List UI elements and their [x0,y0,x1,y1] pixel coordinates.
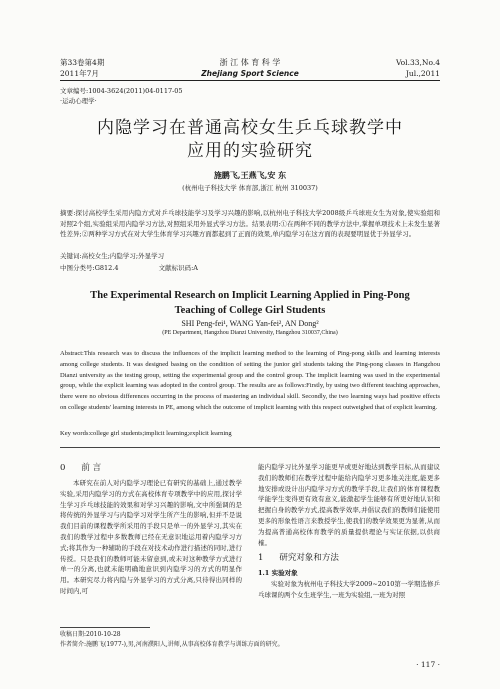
body-column-right [258,462,440,601]
abstract-en: Abstract:This research was to discuss the influences of the implicit learning method to the learning of Ping-pong skills and learning interests among college students. It was designed basing on the condition of setting the junior girl students taking the Ping-pong classes in Hangzhou Dianzi university as the testing group, setting the experimental group and the control group. The implicit learning was used in the experimental group, while the explicit learning was adopted in the control group. The results are as follows:Firstly, by using two different teaching approaches, there were no obvious differences occurring in the process of mastering an individual skill. Secondly, the two learning ways had positive effects on college students' learning interests in PE, among which the outcome of implicit learning with this respect outweighed that of explicit learning. [60,350,440,411]
section-rule [60,447,440,448]
section-heading-intro [60,462,242,474]
keywords-en: Key words:college girl students;implicit learning;explicit learning [60,430,232,437]
journal-name-en: Zhejiang Sport Science [201,69,299,78]
date-en: Jul.,2011 [405,69,440,78]
journal-issue-en [396,57,440,79]
classification [60,263,440,273]
journal-name-cn: 浙 江 体 育 科 学 [219,58,281,67]
paragraph: 本研究在前人对内隐学习理论已有研究的基础上,通过教学实验,采用内隐学习的方式在高校体育专项教学中的应用,探讨学生学习乒乓球技能的效果和对学习兴趣的影响,文中所强调的是将传统的外显学习与内隐学习对学生所产生的影响,但并不是说我们目前的课程教学所采用的手段只是单一的外显学习,其实在我们的教学过程中多数教师已经在无意识地运用着内隐学习方式;将其作为一种辅助的手段在对技术动作进行描述的同时,进行传授。只是我们的教师可能未留意到,或未对这种教学方式进行单一的分离,也就未能明确地意识到内隐学习的方式的明显作用。本研究尽力将内隐与外显学习的方式分离,只待得出同样的时间内,可 [60,479,242,595]
keywords-cn: 关键词:高校女生;内隐学习;外显学习 [60,252,165,260]
section-title: 研究对象和方法 [279,553,339,564]
header-rule [60,80,440,81]
body-column-left [60,462,242,597]
affiliation-en: (PE Department, Hangzhou Dianzi University, Hangzhou 310037,China) [162,330,338,336]
document-code: 文献标识码:A [158,264,198,272]
abstract-cn: 摘要:探讨高校学生采用内隐方式对乒乓球技能学习及学习兴趣的影响,以杭州电子科技大学2008级乒乓球班女生为对象,使实验组和对照2个组,实验组采用内隐学习方法,对照组采用外显式学习方法。结果表明:①在两种不同的教学方法中,掌握单项技术上未发生显著性差异;②两种学习方式在对大学生体育学习兴趣方面都起到了正面的效果,单内隐学习在这方面的表现要明显优于外显学习。 [60,209,440,238]
section-title: 前 言 [81,463,102,473]
title-cn [0,117,500,163]
paragraph: 能内隐学习比外显学习能更早或更好地达到教学目标,从而建议我们的教师们在教学过程中能给内隐学习更多地关注度,能更多地安排或设计出内隐学习方式的教学手段,让我们的体育课程教学能学生变得更有效有意义,能激起学生能够有所更好地认识和把握自身的教学方式,提高教学效率,并倡议我们的教师们能使用更多的形象性语言来教授学生,使我们的教学效果更为显著,从而为提高普通高校体育教学的质量提供理论与实证依据,以供商榷。 [258,463,440,547]
section-label: ·运动心理学· [60,97,97,105]
section-heading-methods [258,552,440,564]
title-cn-line2: 应用的实验研究 [187,141,313,161]
authors-en: SHI Peng-fei¹, WANG Yan-fei², AN Dong² [181,319,319,328]
title-en-line2: Teaching of College Girl Students [174,305,326,316]
authors-cn: 施鹏飞,王燕飞,安 东 [213,170,287,180]
section-number: 1 [258,553,264,564]
paragraph: 实验对象为杭州电子科技大学2009~2010第一学期选修乒乓球课的两个女生班学生,一班为实验组,一班为对照 [258,580,440,599]
section-number: 0 [60,463,66,473]
received-date: 收稿日期:2010-10-28 [60,631,121,638]
subsection-heading: 1.1 实验对象 [258,569,298,578]
title-cn-line1: 内隐学习在普通高校女生乒乓球教学中 [97,118,403,138]
footnote-rule [60,627,150,628]
clc-number: 中图分类号:G812.4 [60,264,119,272]
affiliation-cn: (杭州电子科技大学 体育部,浙江 杭州 310037) [182,184,318,192]
volume-issue-cn: 第33卷第4期 [60,58,105,67]
title-en [0,288,500,318]
author-bio: 作者简介:施鹏飞(1977-),男,河南濮阳人,讲师,从事高校体育教学与训练方面的研究。 [60,641,284,648]
date-cn: 2011年7月 [60,69,99,78]
article-number: 文章编号:1004-3624(2011)04-0117-05 [60,87,183,95]
page-number: · 117 · [416,660,440,669]
title-en-line1: The Experimental Research on Implicit Learning Applied in Ping-Pong [90,290,410,301]
article-meta [60,86,183,106]
footnote [60,630,440,650]
volume-issue-en: Vol.33,No.4 [395,58,440,67]
